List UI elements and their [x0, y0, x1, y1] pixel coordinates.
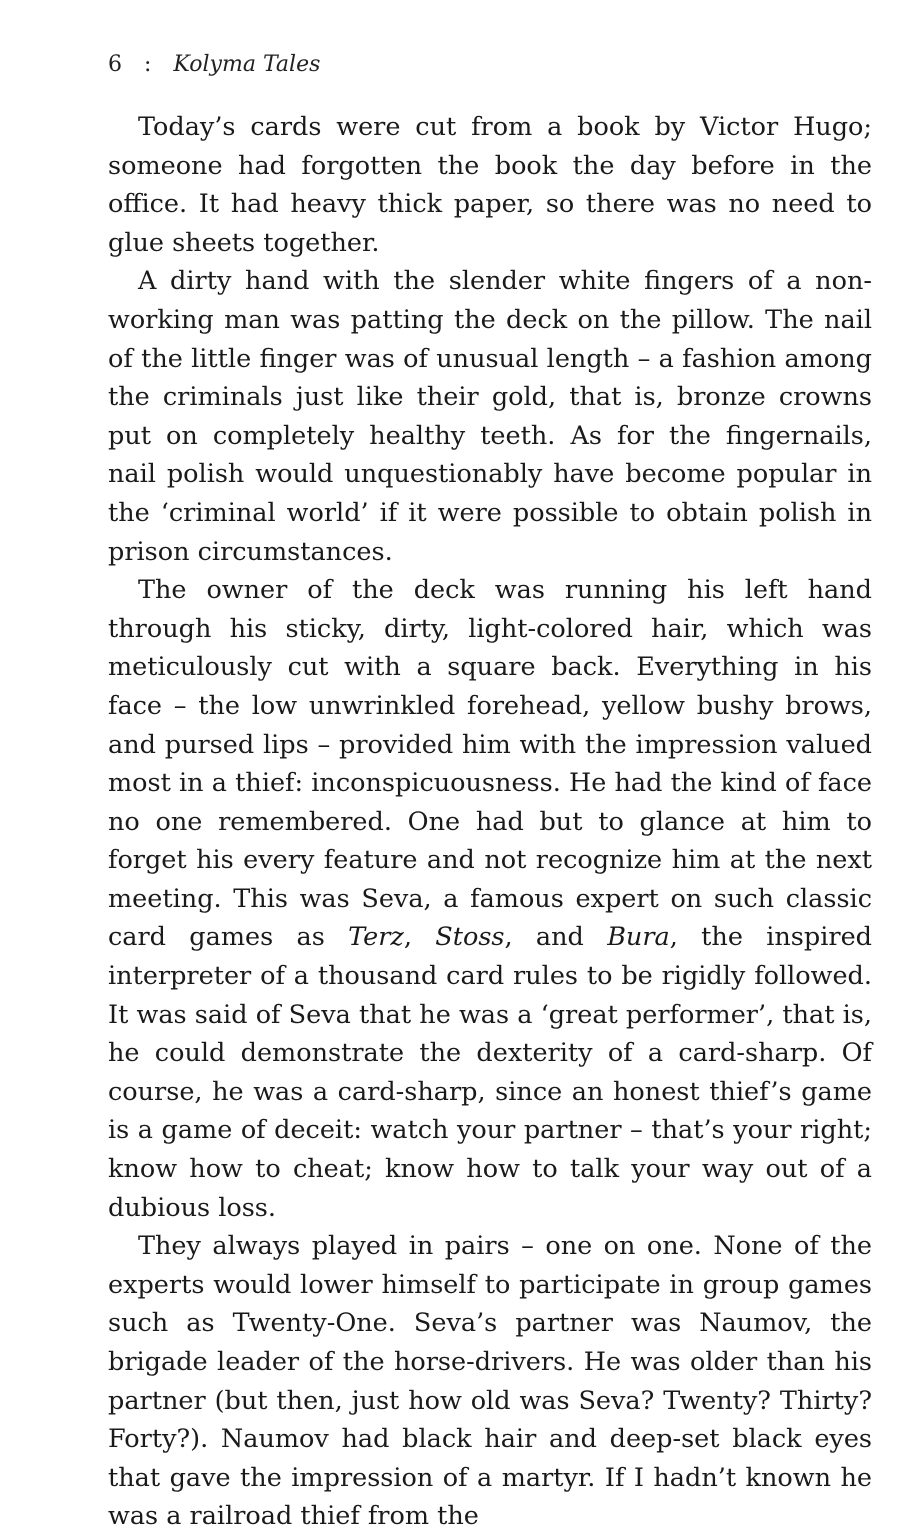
book-title: Kolyma Tales [173, 52, 321, 77]
seva-text-3: , and [504, 922, 608, 953]
page-number: 6 [108, 52, 122, 77]
paragraph-cards: Today’s cards were cut from a book by Victor Hugo; someone had forgotten the book the day before in the office. It had heavy thick paper, so there was no need to glue sheets together. [108, 112, 872, 258]
paragraph-pairs: They always played in pairs – one on one. None of the experts would lower himself to participate in group games such as Twenty-One. Seva’s partner was Naumov, the brigade leader of the horse-drivers. He was older than his partner (but then, just how old was Seva? Twenty? Thirty? Forty?). Naumov had black hair and deep-set black eyes that gave the impression of a martyr. If I hadn’t known he was a railroad thief from the [108, 1231, 872, 1532]
seva-text-4: , the inspired interpreter of a thousand card rules to be rigidly followed. It was said of Seva that he was a ‘great performer’, that is, he could demonstrate the dexterity of a card-sharp. Of course, he was a card-sharp, since an honest thief’s game is a game of deceit: watch your partner – that’s your right; know how to cheat; know how to talk your way out of a dubious loss. [108, 922, 872, 1223]
game-stoss: Stoss [435, 922, 505, 953]
running-head [108, 52, 320, 77]
game-bura: Bura [607, 922, 670, 953]
paragraph-dirty-hand: A dirty hand with the slender white fingers of a non-working man was patting the deck on the pillow. The nail of the little finger was of unusual length – a fashion among the criminals just like their gold, that is, bronze crowns put on completely healthy teeth. As for the fingernails, nail polish would unquestionably have become popular in the ‘criminal world’ if it were possible to obtain polish in prison circumstances. [108, 266, 872, 567]
paragraph-seva [108, 571, 872, 1227]
seva-text-1: The owner of the deck was running his left hand through his sticky, dirty, light-colored hair, which was meticulously cut with a square back. Everything in his face – the low unwrinkled forehead, yellow bushy brows, and pursed lips – provided him with the impression valued most in a thief: inconspicuousness. He had the kind of face no one remembered. One had but to glance at him to forget his every feature and not recognize him at the next meeting. This was Seva, a famous expert on such classic card games as [108, 575, 872, 953]
body-text [108, 108, 872, 1536]
game-terz: Terz [348, 922, 404, 953]
seva-text-2: , [403, 922, 436, 953]
header-separator: : [144, 52, 152, 77]
